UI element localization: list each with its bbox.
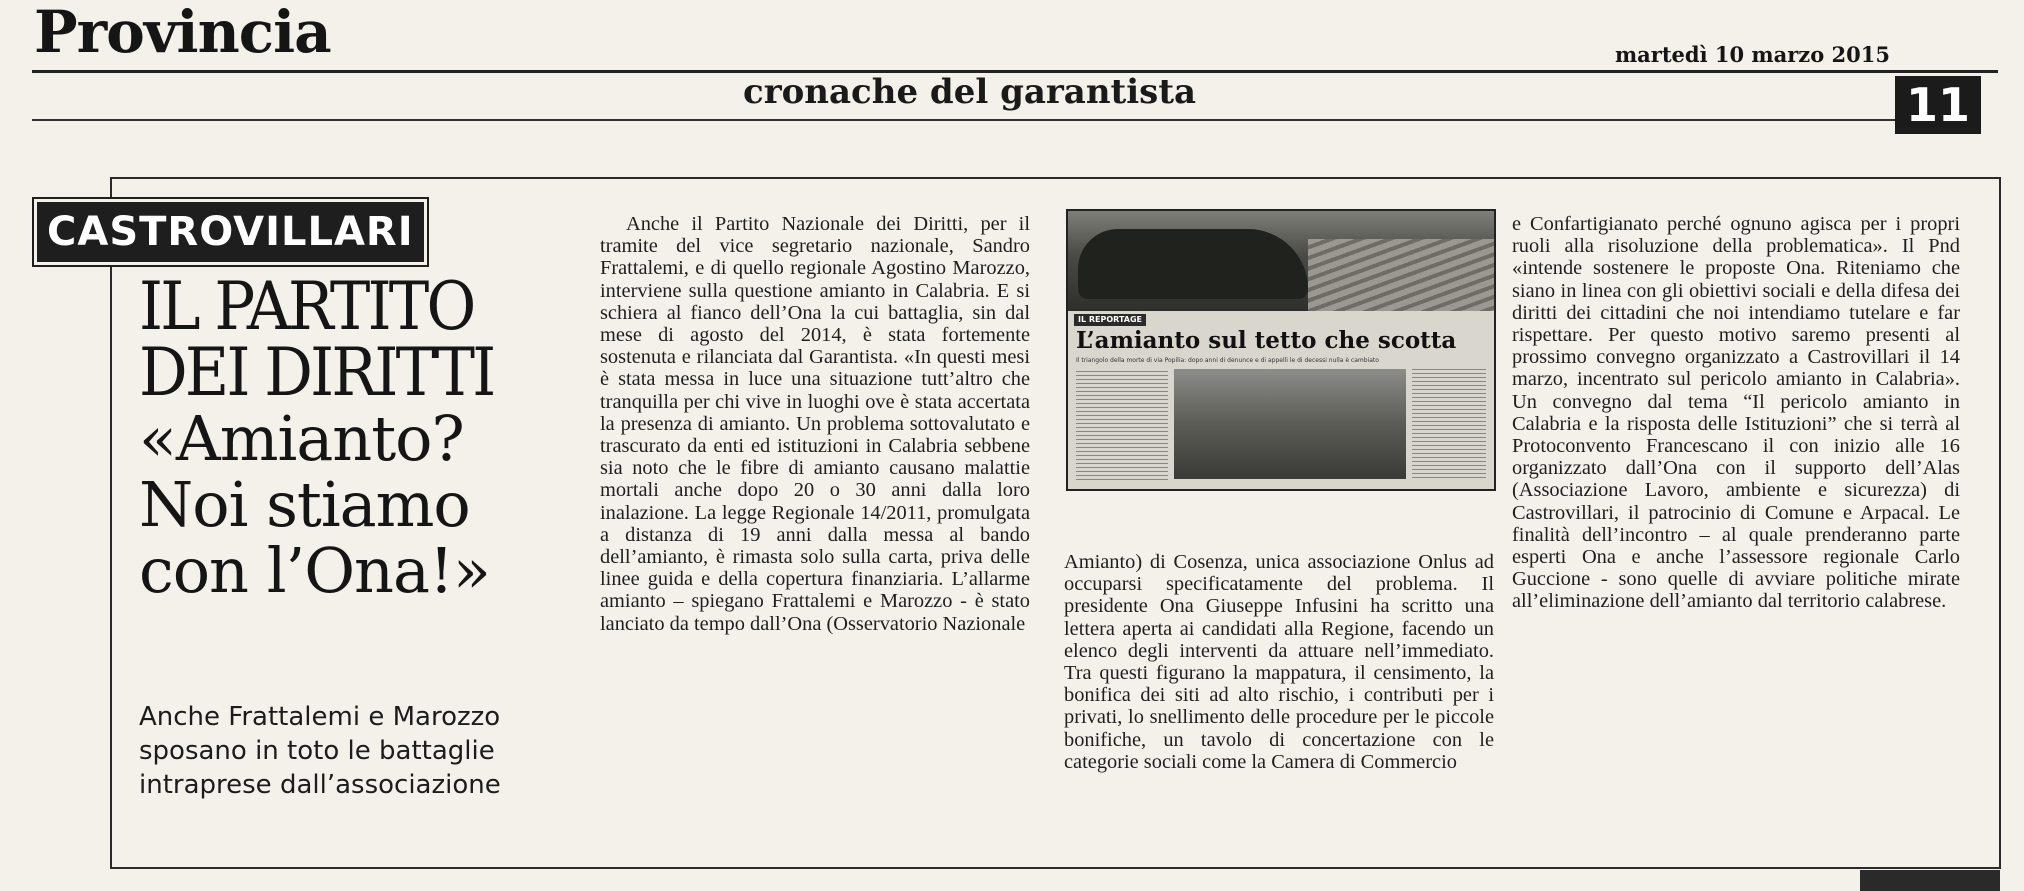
clipping-title: L’amianto sul tetto che scotta [1076, 327, 1457, 354]
clipping-tag: IL REPORTAGE [1074, 314, 1146, 326]
clipping-photo [1066, 209, 1496, 491]
photo-trees [1078, 229, 1308, 299]
clipping-inner-photo [1174, 369, 1406, 479]
headline-line: con l’Ona!» [139, 534, 490, 607]
headline-line: «Amianto? [139, 402, 464, 475]
headline-line: Noi stiamo [139, 468, 470, 541]
page-corner-bar [1860, 870, 2000, 891]
photo-roof-tiles [1308, 239, 1496, 311]
clipping-text-block [1412, 369, 1486, 479]
headline [139, 268, 599, 607]
issue-date: martedì 10 marzo 2015 [1614, 42, 1890, 67]
article-column-3: e Confartigianato perché ognuno agisca per i propri ruoli alla risoluzione della problematica». Il Pnd «intende sostenere le proposte Ona. Riteniamo che siano in linea con gli obiettivi sociali e della difesa dei diritti dei cittadini che noi intendiamo tutelare e far rispettare. Per questo motivo saremo presenti al prossimo convegno organizzato a Castrovillari il 14 marzo, incentrato sul pericolo amianto in Calabria». Un convegno dal tema “Il pericolo amianto in Calabria e la risposta delle Istituzioni” che si terrà al Protoconvento Francescano il con inizio alle 16 organizzato dall’Ona con il supporto dell’Alas (Associazione Lavoro, ambiente e sicurezza) di Castrovillari, il patrocinio di Comune e Arpacal. Le finalità dell’incontro – al quale prenderanno parte esperti Ona e anche l’assessore regionale Carlo Guccione - sono quelle di avviare politiche mirate all’eliminazione dell’amianto dal territorio calabrese. [1512, 213, 1960, 613]
headline-line: IL PARTITO [139, 268, 474, 345]
deck-subtitle: Anche Frattalemi e Marozzo sposano in toto le battaglie intraprese dall’associazione [139, 702, 501, 800]
article-column-2: Amianto) di Cosenza, unica associazione Onlus ad occuparsi specificatamente del problema. Il presidente Ona Giuseppe Infusini ha scritto una lettera aperta ai candidati alla Regione, facendo un elenco degli interventi da attuare nell’immediato. Tra questi figurano la mappatura, il censimento, la bonifica dei siti ad alto rischio, i contributi per i privati, lo snellimento delle procedure per le piccole bonifiche, un tavolo di concertazione con le categorie sociali come la Camera di Commercio [1064, 551, 1494, 773]
kicker-label: CASTROVILLARI [34, 199, 427, 265]
article-column-1: Anche il Partito Nazionale dei Diritti, per il tramite del vice segretario nazionale, Sandro Frattalemi, e di quello regionale Agostino Marozzo, interviene sulla questione amianto in Calabria. E si schiera al fianco dell’Ona la cui battaglia, sin dal mese di agosto del 2014, è stata fortemente sostenuta e rilanciata dal Garantista. «In questi mesi è stata messa in luce una situazione tutt’altro che tranquilla per chi vive in luoghi ove è stata accertata la presenza di amianto. Un problema sottovalutato e trascurato da enti ed istituzioni in Calabria sebbene sia noto che le fibre di amianto causano malattie mortali anche dopo 20 o 30 anni dalla loro inalazione. La legge Regionale 14/2011, promulgata a distanza di 19 anni dalla messa al bando dell’amianto, è rimasta solo sulla carta, priva delle linee guida e della copertura finanziaria. L’allarme amianto – spiegano Frattalemi e Marozzo - è stato lanciato da tempo dall’Ona (Osservatorio Nazionale [600, 213, 1030, 635]
clipping-subtitle: Il triangolo della morte di via Popilia: dopo anni di denunce e di appelli le di decessi nulla è cambiato [1076, 357, 1379, 364]
clipping-text-block [1076, 371, 1168, 481]
headline-line: DEI DIRITTI [139, 334, 494, 411]
page-number: 11 [1895, 76, 1981, 134]
section-title: cronache del garantista [743, 72, 1197, 112]
masthead: Provincia [34, 0, 331, 66]
section-rule [32, 119, 1904, 121]
